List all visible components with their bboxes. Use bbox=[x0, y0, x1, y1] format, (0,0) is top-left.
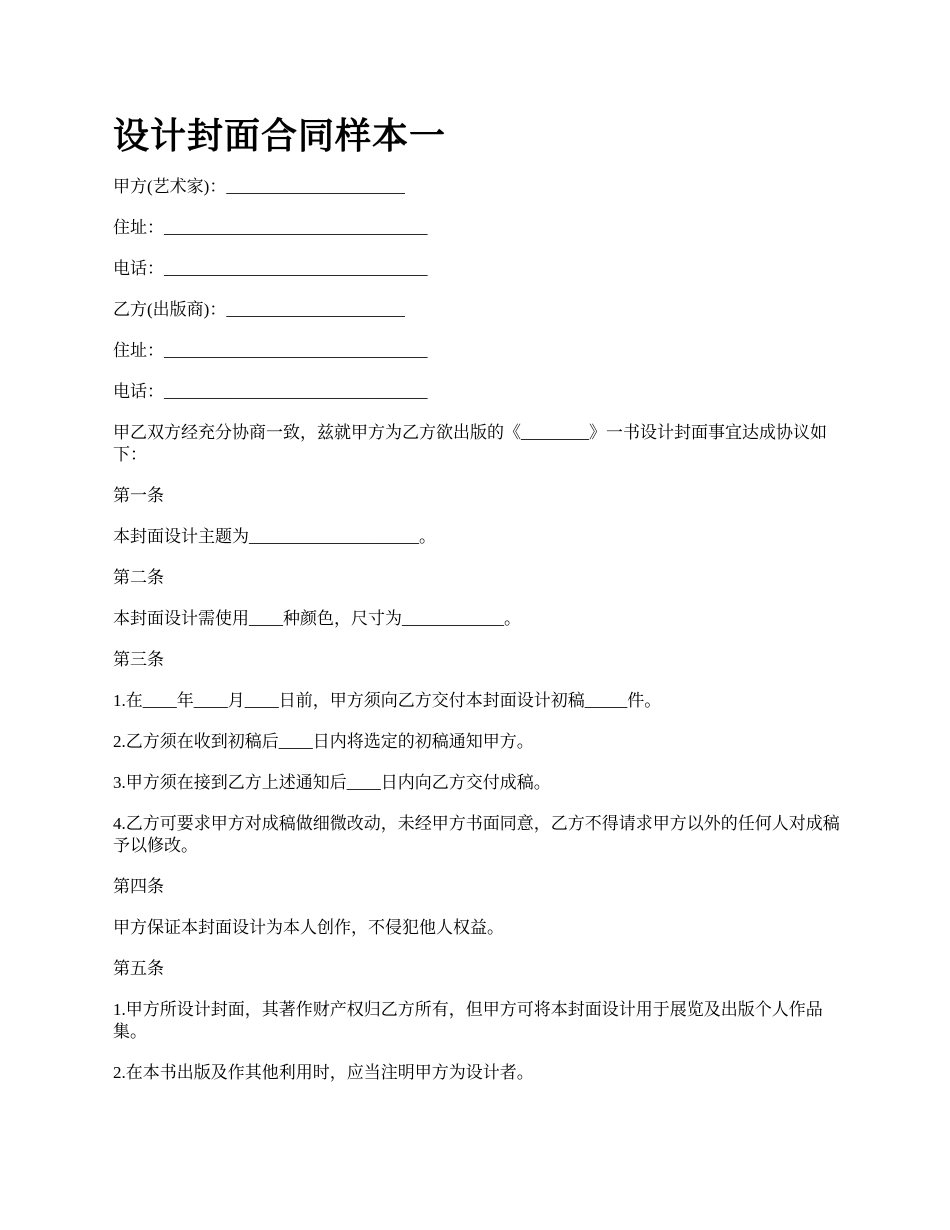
article-3-heading: 第三条 bbox=[113, 650, 164, 669]
article-1-heading: 第一条 bbox=[113, 486, 164, 505]
article-2-text: 本封面设计需使用____种颜色，尺寸为____________。 bbox=[113, 609, 521, 628]
article-5-heading: 第五条 bbox=[113, 959, 164, 978]
article-5-clause-1: 1.甲方所设计封面，其著作财产权归乙方所有，但甲方可将本封面设计用于展览及出版个人作品集。 bbox=[113, 1000, 823, 1041]
article-3-clause-3: 3.甲方须在接到乙方上述通知后____日内向乙方交付成稿。 bbox=[113, 773, 551, 792]
document-page bbox=[113, 112, 843, 1103]
article-3-clause-1: 1.在____年____月____日前，甲方须向乙方交付本封面设计初稿_____件。 bbox=[113, 691, 662, 710]
party-a-address-field: 住址：_______________________________ bbox=[113, 218, 428, 237]
article-3-clause-4: 4.乙方可要求甲方对成稿做细微改动，未经甲方书面同意，乙方不得请求甲方以外的任何人对成稿予以修改。 bbox=[113, 814, 840, 855]
preamble-paragraph: 甲乙双方经充分协商一致，兹就甲方为乙方欲出版的《________》一书设计封面事宜达成协议如下： bbox=[113, 423, 827, 464]
article-4-heading: 第四条 bbox=[113, 877, 164, 896]
article-3-clause-2: 2.乙方须在收到初稿后____日内将选定的初稿通知甲方。 bbox=[113, 732, 534, 751]
article-4-text: 甲方保证本封面设计为本人创作，不侵犯他人权益。 bbox=[113, 918, 504, 937]
party-b-address-field: 住址：_______________________________ bbox=[113, 341, 428, 360]
article-1-text: 本封面设计主题为____________________。 bbox=[113, 527, 436, 546]
party-b-phone-field: 电话：_______________________________ bbox=[113, 382, 428, 401]
article-2-heading: 第二条 bbox=[113, 568, 164, 587]
party-b-field: 乙方(出版商)：_____________________ bbox=[113, 300, 405, 319]
party-a-phone-field: 电话：_______________________________ bbox=[113, 259, 428, 278]
party-a-field: 甲方(艺术家)：_____________________ bbox=[113, 177, 405, 196]
article-5-clause-2: 2.在本书出版及作其他利用时，应当注明甲方为设计者。 bbox=[113, 1063, 534, 1082]
document-title: 设计封面合同样本一 bbox=[113, 116, 447, 157]
